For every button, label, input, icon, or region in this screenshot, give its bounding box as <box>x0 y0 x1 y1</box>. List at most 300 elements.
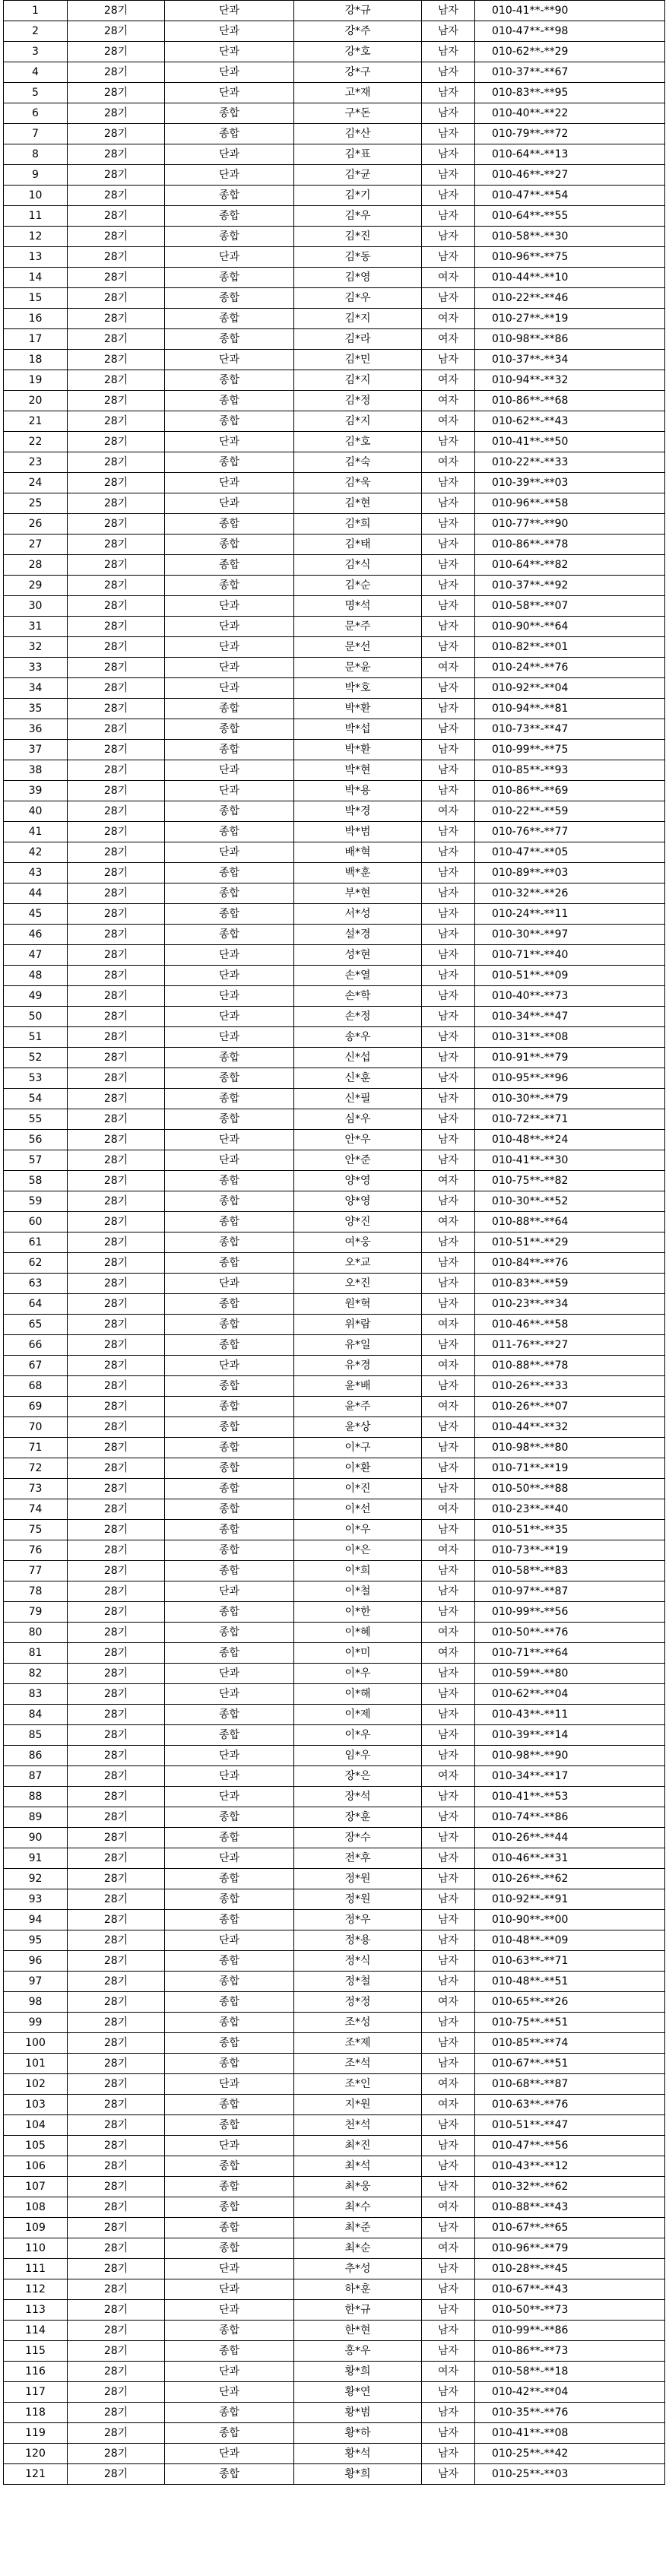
name-cell: 김*식 <box>294 555 422 576</box>
name-cell: 김*라 <box>294 329 422 350</box>
table-row <box>4 1356 665 1376</box>
phone-cell: 010-72**-**71 <box>475 1109 665 1130</box>
course-type-cell: 종합 <box>165 535 294 555</box>
row-number-cell: 88 <box>4 1787 68 1807</box>
course-type-cell: 종합 <box>165 719 294 740</box>
table-row <box>4 1253 665 1274</box>
row-number-cell: 87 <box>4 1766 68 1787</box>
phone-cell: 010-51**-**09 <box>475 966 665 986</box>
gender-cell: 남자 <box>422 2300 475 2321</box>
table-row <box>4 391 665 411</box>
course-type-cell: 종합 <box>165 1561 294 1581</box>
phone-cell: 010-30**-**79 <box>475 1089 665 1109</box>
course-type-cell: 종합 <box>165 186 294 206</box>
row-number-cell: 106 <box>4 2156 68 2177</box>
phone-cell: 010-96**-**58 <box>475 493 665 514</box>
table-row <box>4 2013 665 2033</box>
gender-cell: 남자 <box>422 165 475 186</box>
course-type-cell: 종합 <box>165 2238 294 2259</box>
table-row <box>4 1581 665 1602</box>
table-row <box>4 514 665 535</box>
course-type-cell: 종합 <box>165 2341 294 2362</box>
row-number-cell: 93 <box>4 1889 68 1910</box>
cohort-cell: 28기 <box>68 2382 165 2403</box>
course-type-cell: 종합 <box>165 227 294 247</box>
table-row <box>4 1930 665 1951</box>
table-row <box>4 350 665 370</box>
course-type-cell: 종합 <box>165 884 294 904</box>
row-number-cell: 62 <box>4 1253 68 1274</box>
cohort-cell: 28기 <box>68 2341 165 2362</box>
course-type-cell: 단과 <box>165 62 294 83</box>
phone-cell: 010-48**-**24 <box>475 1130 665 1150</box>
row-number-cell: 72 <box>4 1458 68 1479</box>
name-cell: 여*웅 <box>294 1232 422 1253</box>
table-row <box>4 1232 665 1253</box>
table-row <box>4 2382 665 2403</box>
phone-cell: 010-67**-**65 <box>475 2218 665 2238</box>
cohort-cell: 28기 <box>68 2156 165 2177</box>
row-number-cell: 85 <box>4 1725 68 1746</box>
row-number-cell: 73 <box>4 1479 68 1499</box>
gender-cell: 여자 <box>422 2238 475 2259</box>
table-row <box>4 1992 665 2013</box>
name-cell: 오*진 <box>294 1274 422 1294</box>
course-type-cell: 종합 <box>165 1294 294 1315</box>
name-cell: 고*재 <box>294 83 422 103</box>
cohort-cell: 28기 <box>68 452 165 473</box>
name-cell: 안*우 <box>294 1130 422 1150</box>
table-row <box>4 822 665 842</box>
phone-cell: 010-30**-**52 <box>475 1191 665 1212</box>
course-type-cell: 종합 <box>165 1623 294 1643</box>
table-row <box>4 1787 665 1807</box>
phone-cell: 010-41**-**53 <box>475 1787 665 1807</box>
row-number-cell: 41 <box>4 822 68 842</box>
cohort-cell: 28기 <box>68 1581 165 1602</box>
phone-cell: 010-40**-**73 <box>475 986 665 1007</box>
name-cell: 이*제 <box>294 1705 422 1725</box>
course-type-cell: 종합 <box>165 288 294 309</box>
course-type-cell: 단과 <box>165 1766 294 1787</box>
phone-cell: 010-99**-**86 <box>475 2321 665 2341</box>
gender-cell: 여자 <box>422 1499 475 1520</box>
table-row <box>4 699 665 719</box>
name-cell: 김*균 <box>294 165 422 186</box>
name-cell: 이*선 <box>294 1499 422 1520</box>
gender-cell: 여자 <box>422 2074 475 2095</box>
gender-cell: 여자 <box>422 1171 475 1191</box>
phone-cell: 010-48**-**09 <box>475 1930 665 1951</box>
gender-cell: 남자 <box>422 842 475 863</box>
cohort-cell: 28기 <box>68 884 165 904</box>
table-row <box>4 2156 665 2177</box>
course-type-cell: 단과 <box>165 2279 294 2300</box>
table-row <box>4 309 665 329</box>
table-row <box>4 1191 665 1212</box>
course-type-cell: 종합 <box>165 1479 294 1499</box>
cohort-cell: 28기 <box>68 986 165 1007</box>
row-number-cell: 58 <box>4 1171 68 1191</box>
gender-cell: 남자 <box>422 2013 475 2033</box>
gender-cell: 남자 <box>422 781 475 801</box>
gender-cell: 남자 <box>422 493 475 514</box>
table-row <box>4 1315 665 1335</box>
phone-cell: 010-22**-**46 <box>475 288 665 309</box>
table-row <box>4 945 665 966</box>
gender-cell: 남자 <box>422 740 475 760</box>
gender-cell: 여자 <box>422 1643 475 1664</box>
cohort-cell: 28기 <box>68 2074 165 2095</box>
course-type-cell: 종합 <box>165 1089 294 1109</box>
gender-cell: 남자 <box>422 1376 475 1397</box>
course-type-cell: 단과 <box>165 1007 294 1027</box>
phone-cell: 010-51**-**29 <box>475 1232 665 1253</box>
course-type-cell: 종합 <box>165 1109 294 1130</box>
row-number-cell: 80 <box>4 1623 68 1643</box>
roster-table <box>3 0 665 2485</box>
name-cell: 황*석 <box>294 2444 422 2464</box>
cohort-cell: 28기 <box>68 637 165 658</box>
course-type-cell: 종합 <box>165 1828 294 1848</box>
name-cell: 손*학 <box>294 986 422 1007</box>
name-cell: 이*한 <box>294 1602 422 1623</box>
cohort-cell: 28기 <box>68 391 165 411</box>
course-type-cell: 종합 <box>165 1068 294 1089</box>
course-type-cell: 종합 <box>165 1376 294 1397</box>
name-cell: 이*우 <box>294 1725 422 1746</box>
phone-cell: 010-48**-**51 <box>475 1972 665 1992</box>
cohort-cell: 28기 <box>68 2218 165 2238</box>
phone-cell: 010-92**-**91 <box>475 1889 665 1910</box>
phone-cell: 010-22**-**33 <box>475 452 665 473</box>
gender-cell: 여자 <box>422 309 475 329</box>
name-cell: 전*후 <box>294 1848 422 1869</box>
cohort-cell: 28기 <box>68 2259 165 2279</box>
phone-cell: 010-44**-**32 <box>475 1417 665 1438</box>
cohort-cell: 28기 <box>68 1376 165 1397</box>
course-type-cell: 종합 <box>165 1992 294 2013</box>
gender-cell: 남자 <box>422 2444 475 2464</box>
course-type-cell: 종합 <box>165 2054 294 2074</box>
row-number-cell: 57 <box>4 1150 68 1171</box>
row-number-cell: 79 <box>4 1602 68 1623</box>
row-number-cell: 60 <box>4 1212 68 1232</box>
table-row <box>4 842 665 863</box>
phone-cell: 010-26**-**44 <box>475 1828 665 1848</box>
phone-cell: 010-63**-**71 <box>475 1951 665 1972</box>
table-row <box>4 1458 665 1479</box>
phone-cell: 010-46**-**27 <box>475 165 665 186</box>
row-number-cell: 64 <box>4 1294 68 1315</box>
table-row <box>4 21 665 42</box>
phone-cell: 010-64**-**13 <box>475 144 665 165</box>
row-number-cell: 20 <box>4 391 68 411</box>
cohort-cell: 28기 <box>68 863 165 884</box>
gender-cell: 여자 <box>422 329 475 350</box>
table-row <box>4 781 665 801</box>
phone-cell: 010-26**-**62 <box>475 1869 665 1889</box>
name-cell: 김*산 <box>294 124 422 144</box>
name-cell: 윤*배 <box>294 1376 422 1397</box>
row-number-cell: 5 <box>4 83 68 103</box>
row-number-cell: 3 <box>4 42 68 62</box>
phone-cell: 010-23**-**40 <box>475 1499 665 1520</box>
name-cell: 최*수 <box>294 2197 422 2218</box>
name-cell: 유*일 <box>294 1335 422 1356</box>
row-number-cell: 27 <box>4 535 68 555</box>
course-type-cell: 종합 <box>165 370 294 391</box>
cohort-cell: 28기 <box>68 83 165 103</box>
name-cell: 장*은 <box>294 1766 422 1787</box>
row-number-cell: 95 <box>4 1930 68 1951</box>
cohort-cell: 28기 <box>68 801 165 822</box>
gender-cell: 여자 <box>422 1766 475 1787</box>
table-row <box>4 1048 665 1068</box>
gender-cell: 남자 <box>422 1664 475 1684</box>
gender-cell: 남자 <box>422 1048 475 1068</box>
cohort-cell: 28기 <box>68 2095 165 2115</box>
phone-cell: 010-82**-**01 <box>475 637 665 658</box>
name-cell: 정*철 <box>294 1972 422 1992</box>
row-number-cell: 49 <box>4 986 68 1007</box>
cohort-cell: 28기 <box>68 678 165 699</box>
course-type-cell: 종합 <box>165 863 294 884</box>
course-type-cell: 단과 <box>165 1684 294 1705</box>
name-cell: 황*연 <box>294 2382 422 2403</box>
phone-cell: 010-63**-**76 <box>475 2095 665 2115</box>
name-cell: 김*호 <box>294 432 422 452</box>
row-number-cell: 99 <box>4 2013 68 2033</box>
name-cell: 이*미 <box>294 1643 422 1664</box>
table-row <box>4 2444 665 2464</box>
table-row <box>4 801 665 822</box>
phone-cell: 010-75**-**82 <box>475 1171 665 1191</box>
course-type-cell: 단과 <box>165 42 294 62</box>
cohort-cell: 28기 <box>68 2362 165 2382</box>
phone-cell: 010-91**-**79 <box>475 1048 665 1068</box>
phone-cell: 010-37**-**92 <box>475 576 665 596</box>
cohort-cell: 28기 <box>68 2054 165 2074</box>
table-row <box>4 658 665 678</box>
name-cell: 박*섭 <box>294 719 422 740</box>
name-cell: 송*우 <box>294 1027 422 1048</box>
course-type-cell: 종합 <box>165 1540 294 1561</box>
phone-cell: 010-42**-**04 <box>475 2382 665 2403</box>
row-number-cell: 116 <box>4 2362 68 2382</box>
row-number-cell: 109 <box>4 2218 68 2238</box>
name-cell: 정*정 <box>294 1992 422 2013</box>
table-row <box>4 884 665 904</box>
cohort-cell: 28기 <box>68 1520 165 1540</box>
row-number-cell: 108 <box>4 2197 68 2218</box>
name-cell: 손*열 <box>294 966 422 986</box>
cohort-cell: 28기 <box>68 2464 165 2485</box>
cohort-cell: 28기 <box>68 103 165 124</box>
gender-cell: 남자 <box>422 1150 475 1171</box>
course-type-cell: 종합 <box>165 452 294 473</box>
table-row <box>4 2341 665 2362</box>
table-row <box>4 1869 665 1889</box>
cohort-cell: 28기 <box>68 1746 165 1766</box>
phone-cell: 010-83**-**59 <box>475 1274 665 1294</box>
phone-cell: 010-90**-**00 <box>475 1910 665 1930</box>
row-number-cell: 21 <box>4 411 68 432</box>
course-type-cell: 종합 <box>165 1520 294 1540</box>
cohort-cell: 28기 <box>68 1910 165 1930</box>
name-cell: 황*하 <box>294 2423 422 2444</box>
table-row <box>4 2115 665 2136</box>
row-number-cell: 34 <box>4 678 68 699</box>
table-row <box>4 678 665 699</box>
table-row <box>4 1294 665 1315</box>
cohort-cell: 28기 <box>68 411 165 432</box>
table-row <box>4 206 665 227</box>
cohort-cell: 28기 <box>68 904 165 925</box>
course-type-cell: 단과 <box>165 1130 294 1150</box>
row-number-cell: 35 <box>4 699 68 719</box>
gender-cell: 남자 <box>422 904 475 925</box>
row-number-cell: 48 <box>4 966 68 986</box>
row-number-cell: 118 <box>4 2403 68 2423</box>
course-type-cell: 단과 <box>165 473 294 493</box>
gender-cell: 남자 <box>422 1089 475 1109</box>
name-cell: 이*혜 <box>294 1623 422 1643</box>
phone-cell: 010-71**-**64 <box>475 1643 665 1664</box>
cohort-cell: 28기 <box>68 309 165 329</box>
name-cell: 문*윤 <box>294 658 422 678</box>
course-type-cell: 종합 <box>165 1807 294 1828</box>
gender-cell: 남자 <box>422 124 475 144</box>
gender-cell: 남자 <box>422 1972 475 1992</box>
cohort-cell: 28기 <box>68 781 165 801</box>
gender-cell: 남자 <box>422 2464 475 2485</box>
gender-cell: 남자 <box>422 699 475 719</box>
row-number-cell: 84 <box>4 1705 68 1725</box>
course-type-cell: 단과 <box>165 1787 294 1807</box>
gender-cell: 남자 <box>422 1007 475 1027</box>
row-number-cell: 90 <box>4 1828 68 1848</box>
phone-cell: 010-43**-**12 <box>475 2156 665 2177</box>
course-type-cell: 종합 <box>165 1499 294 1520</box>
name-cell: 장*석 <box>294 1787 422 1807</box>
cohort-cell: 28기 <box>68 1725 165 1746</box>
course-type-cell: 종합 <box>165 2218 294 2238</box>
name-cell: 신*필 <box>294 1089 422 1109</box>
course-type-cell: 단과 <box>165 2444 294 2464</box>
course-type-cell: 단과 <box>165 1664 294 1684</box>
table-row <box>4 268 665 288</box>
course-type-cell: 단과 <box>165 2382 294 2403</box>
table-row <box>4 1376 665 1397</box>
course-type-cell: 종합 <box>165 2177 294 2197</box>
row-number-cell: 36 <box>4 719 68 740</box>
gender-cell: 남자 <box>422 2341 475 2362</box>
course-type-cell: 단과 <box>165 1027 294 1048</box>
table-row <box>4 227 665 247</box>
name-cell: 양*영 <box>294 1191 422 1212</box>
phone-cell: 010-64**-**55 <box>475 206 665 227</box>
phone-cell: 010-88**-**43 <box>475 2197 665 2218</box>
gender-cell: 남자 <box>422 2218 475 2238</box>
cohort-cell: 28기 <box>68 227 165 247</box>
name-cell: 최*웅 <box>294 2177 422 2197</box>
gender-cell: 남자 <box>422 617 475 637</box>
phone-cell: 010-94**-**32 <box>475 370 665 391</box>
table-row <box>4 2259 665 2279</box>
cohort-cell: 28기 <box>68 1335 165 1356</box>
phone-cell: 010-24**-**11 <box>475 904 665 925</box>
gender-cell: 남자 <box>422 1705 475 1725</box>
cohort-cell: 28기 <box>68 1068 165 1089</box>
gender-cell: 남자 <box>422 473 475 493</box>
row-number-cell: 28 <box>4 555 68 576</box>
course-type-cell: 종합 <box>165 103 294 124</box>
gender-cell: 남자 <box>422 1930 475 1951</box>
gender-cell: 남자 <box>422 1479 475 1499</box>
phone-cell: 010-85**-**93 <box>475 760 665 781</box>
course-type-cell: 단과 <box>165 1581 294 1602</box>
phone-cell: 010-26**-**33 <box>475 1376 665 1397</box>
name-cell: 황*희 <box>294 2464 422 2485</box>
row-number-cell: 6 <box>4 103 68 124</box>
cohort-cell: 28기 <box>68 617 165 637</box>
cohort-cell: 28기 <box>68 1684 165 1705</box>
gender-cell: 남자 <box>422 42 475 62</box>
phone-cell: 010-62**-**29 <box>475 42 665 62</box>
course-type-cell: 종합 <box>165 1171 294 1191</box>
cohort-cell: 28기 <box>68 370 165 391</box>
table-row <box>4 1972 665 1992</box>
phone-cell: 010-58**-**30 <box>475 227 665 247</box>
row-number-cell: 102 <box>4 2074 68 2095</box>
phone-cell: 010-35**-**76 <box>475 2403 665 2423</box>
course-type-cell: 단과 <box>165 760 294 781</box>
row-number-cell: 2 <box>4 21 68 42</box>
table-row <box>4 966 665 986</box>
row-number-cell: 22 <box>4 432 68 452</box>
phone-cell: 010-32**-**62 <box>475 2177 665 2197</box>
gender-cell: 남자 <box>422 186 475 206</box>
cohort-cell: 28기 <box>68 514 165 535</box>
name-cell: 하*훈 <box>294 2279 422 2300</box>
gender-cell: 여자 <box>422 1315 475 1335</box>
phone-cell: 010-22**-**59 <box>475 801 665 822</box>
gender-cell: 남자 <box>422 103 475 124</box>
course-type-cell: 종합 <box>165 2095 294 2115</box>
name-cell: 오*교 <box>294 1253 422 1274</box>
course-type-cell: 종합 <box>165 1417 294 1438</box>
table-row <box>4 1212 665 1232</box>
course-type-cell: 단과 <box>165 945 294 966</box>
course-type-cell: 단과 <box>165 842 294 863</box>
phone-cell: 010-86**-**78 <box>475 535 665 555</box>
phone-cell: 010-25**-**42 <box>475 2444 665 2464</box>
name-cell: 최*진 <box>294 2136 422 2156</box>
name-cell: 양*영 <box>294 1171 422 1191</box>
gender-cell: 남자 <box>422 945 475 966</box>
table-row <box>4 2033 665 2054</box>
row-number-cell: 45 <box>4 904 68 925</box>
course-type-cell: 단과 <box>165 658 294 678</box>
gender-cell: 남자 <box>422 1 475 21</box>
cohort-cell: 28기 <box>68 1048 165 1068</box>
phone-cell: 010-98**-**80 <box>475 1438 665 1458</box>
table-row <box>4 1725 665 1746</box>
table-row <box>4 576 665 596</box>
gender-cell: 남자 <box>422 1253 475 1274</box>
name-cell: 김*희 <box>294 514 422 535</box>
